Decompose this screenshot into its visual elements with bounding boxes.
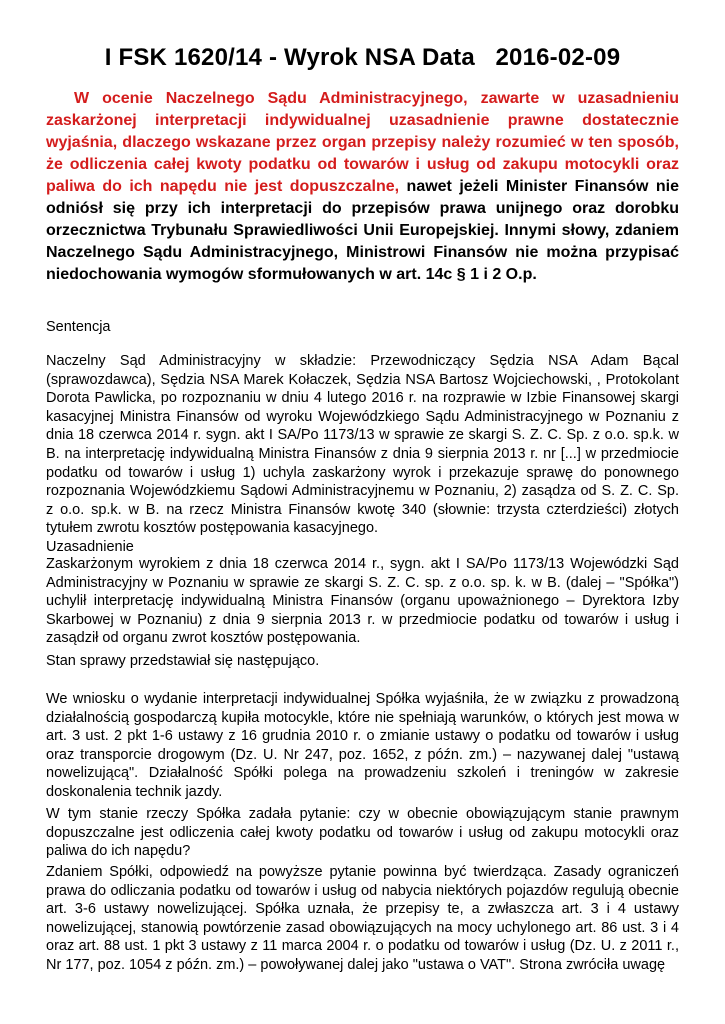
paragraph-1: Zaskarżonym wyrokiem z dnia 18 czerwca 2014 r., sygn. akt I SA/Po 1173/13 Wojewódzki Sąd Administracyjny w Poznaniu w sprawie ze skargi S. Z. C. sp. z o.o. sp. k. w B. (dalej – "Spółka") uchylił interpretację indywidualną Ministra Finansów (organu upoważnionego – Dyrektora Izby Skarbowej w Poznaniu) z dnia 9 sierpnia 2013 r. w przedmiocie podatku od towarów i usług i zasądził od organu zwrot kosztów postępowania. <box>46 556 679 647</box>
paragraph-2: Stan sprawy przedstawiał się następująco. <box>46 653 320 669</box>
sentencja-paragraph <box>46 352 679 557</box>
summary-thesis <box>46 88 679 286</box>
paragraph-4: W tym stanie rzeczy Spółka zadała pytanie: czy w obecnie obowiązującym stanie prawnym dopuszczalne jest odliczenia całej kwoty podatku od towarów i usług od zakupu motocykli oraz paliwa do ich napędu? <box>46 806 679 860</box>
document-title: I FSK 1620/14 - Wyrok NSA Data 2016-02-09 <box>104 44 621 71</box>
sentencja-text: Naczelny Sąd Administracyjny w składzie: Przewodniczący Sędzia NSA Adam Bącal (sprawozdawca), Sędzia NSA Marek Kołaczek, Sędzia NSA Bartosz Wojciechowski, , Protokolant Dorota Pawlicka, po rozpoznaniu w dniu 4 lutego 2016 r. na rozprawie w Izbie Finansowej skargi kasacyjnej Ministra Finansów od wyroku Wojewódzkiego Sądu Administracyjnego w Poznaniu z dnia 18 czerwca 2014 r. sygn. akt I SA/Po 1173/13 w sprawie ze skargi S. Z. C. Sp. z o.o. sp.k. w B. na interpretację indywidualną Ministra Finansów z dnia 9 sierpnia 2013 r. nr [...] w przedmiocie podatku od towarów i usług 1) uchyla zaskarżony wyrok i przekazuje sprawę do ponownego rozpoznania Wojewódzkiemu Sądowi Administracyjnemu w Poznaniu, 2) zasądza od S. Z. C. Sp. z o.o. sp.k. w B. na rzecz Ministra Finansów kwotę 340 (słownie: trzysta czterdzieści) złotych tytułem zwrotu kosztów postępowania kasacyjnego. <box>46 353 679 537</box>
sentencja-heading: Sentencja <box>46 319 111 335</box>
paragraph-3: We wniosku o wydanie interpretacji indywidualnej Spółka wyjaśniła, że w związku z prowadzoną działalnością gospodarczą kupiła motocykle, które nie spełniają warunków, o których jest mowa w art. 3 ust. 2 pkt 1-6 ustawy z 16 grudnia 2010 r. o zmianie ustawy o podatku od towarów i usług oraz transporcie drogowym (Dz. U. Nr 247, poz. 1652, z późn. zm.) – nazywanej dalej "ustawą nowelizującą". Działalność Spółki polega na prowadzeniu szkoleń i treningów w zakresie doskonalenia technik jazdy. <box>46 691 679 800</box>
paragraph-5: Zdaniem Spółki, odpowiedź na powyższe pytanie powinna być twierdząca. Zasady ograniczeń prawa do odliczania podatku od towarów i usług od nabycia niektórych pojazdów regulują obecnie art. 3-6 ustawy nowelizującej. Spółka uznała, że przepisy te, a zwłaszcza art. 3 i 4 ustawy nowelizującej, stanowią powtórzenie zasad obowiązujących na mocy uchylonego art. 86 ust. 3 i 4 oraz art. 88 ust. 1 pkt 3 ustawy z 11 marca 2004 r. o podatku od towarów i usług (Dz. U. z 2011 r., Nr 177, poz. 1054 z późn. zm.) – powoływanej dalej jako "ustawa o VAT". Strona zwróciła uwagę <box>46 864 679 973</box>
uzasadnienie-heading: Uzasadnienie <box>46 538 134 555</box>
summary-thesis-red: W ocenie Naczelnego Sądu Administracyjnego, zawarte w uzasadnieniu zaskarżonej interpretacji indywidualnej uzasadnienie prawne dostatecznie wyjaśnia, dlaczego wskazane przez organ przepisy należy rozumieć w ten sposób, że odliczenia całej kwoty podatku od towarów i usług od zakupu motocykli oraz paliwa do ich napędu nie jest dopuszczalne, <box>46 90 679 195</box>
summary-thesis-black: nawet jeżeli Minister Finansów nie odniósł się przy ich interpretacji do przepisów prawa unijnego oraz dorobku orzecznictwa Trybunału Sprawiedliwości Unii Europejskiej. Innymi słowy, zdaniem Naczelnego Sądu Administracyjnego, Ministrowi Finansów nie można przypisać niedochowania wymogów sformułowanych w art. 14c § 1 i 2 O.p. <box>46 178 679 283</box>
